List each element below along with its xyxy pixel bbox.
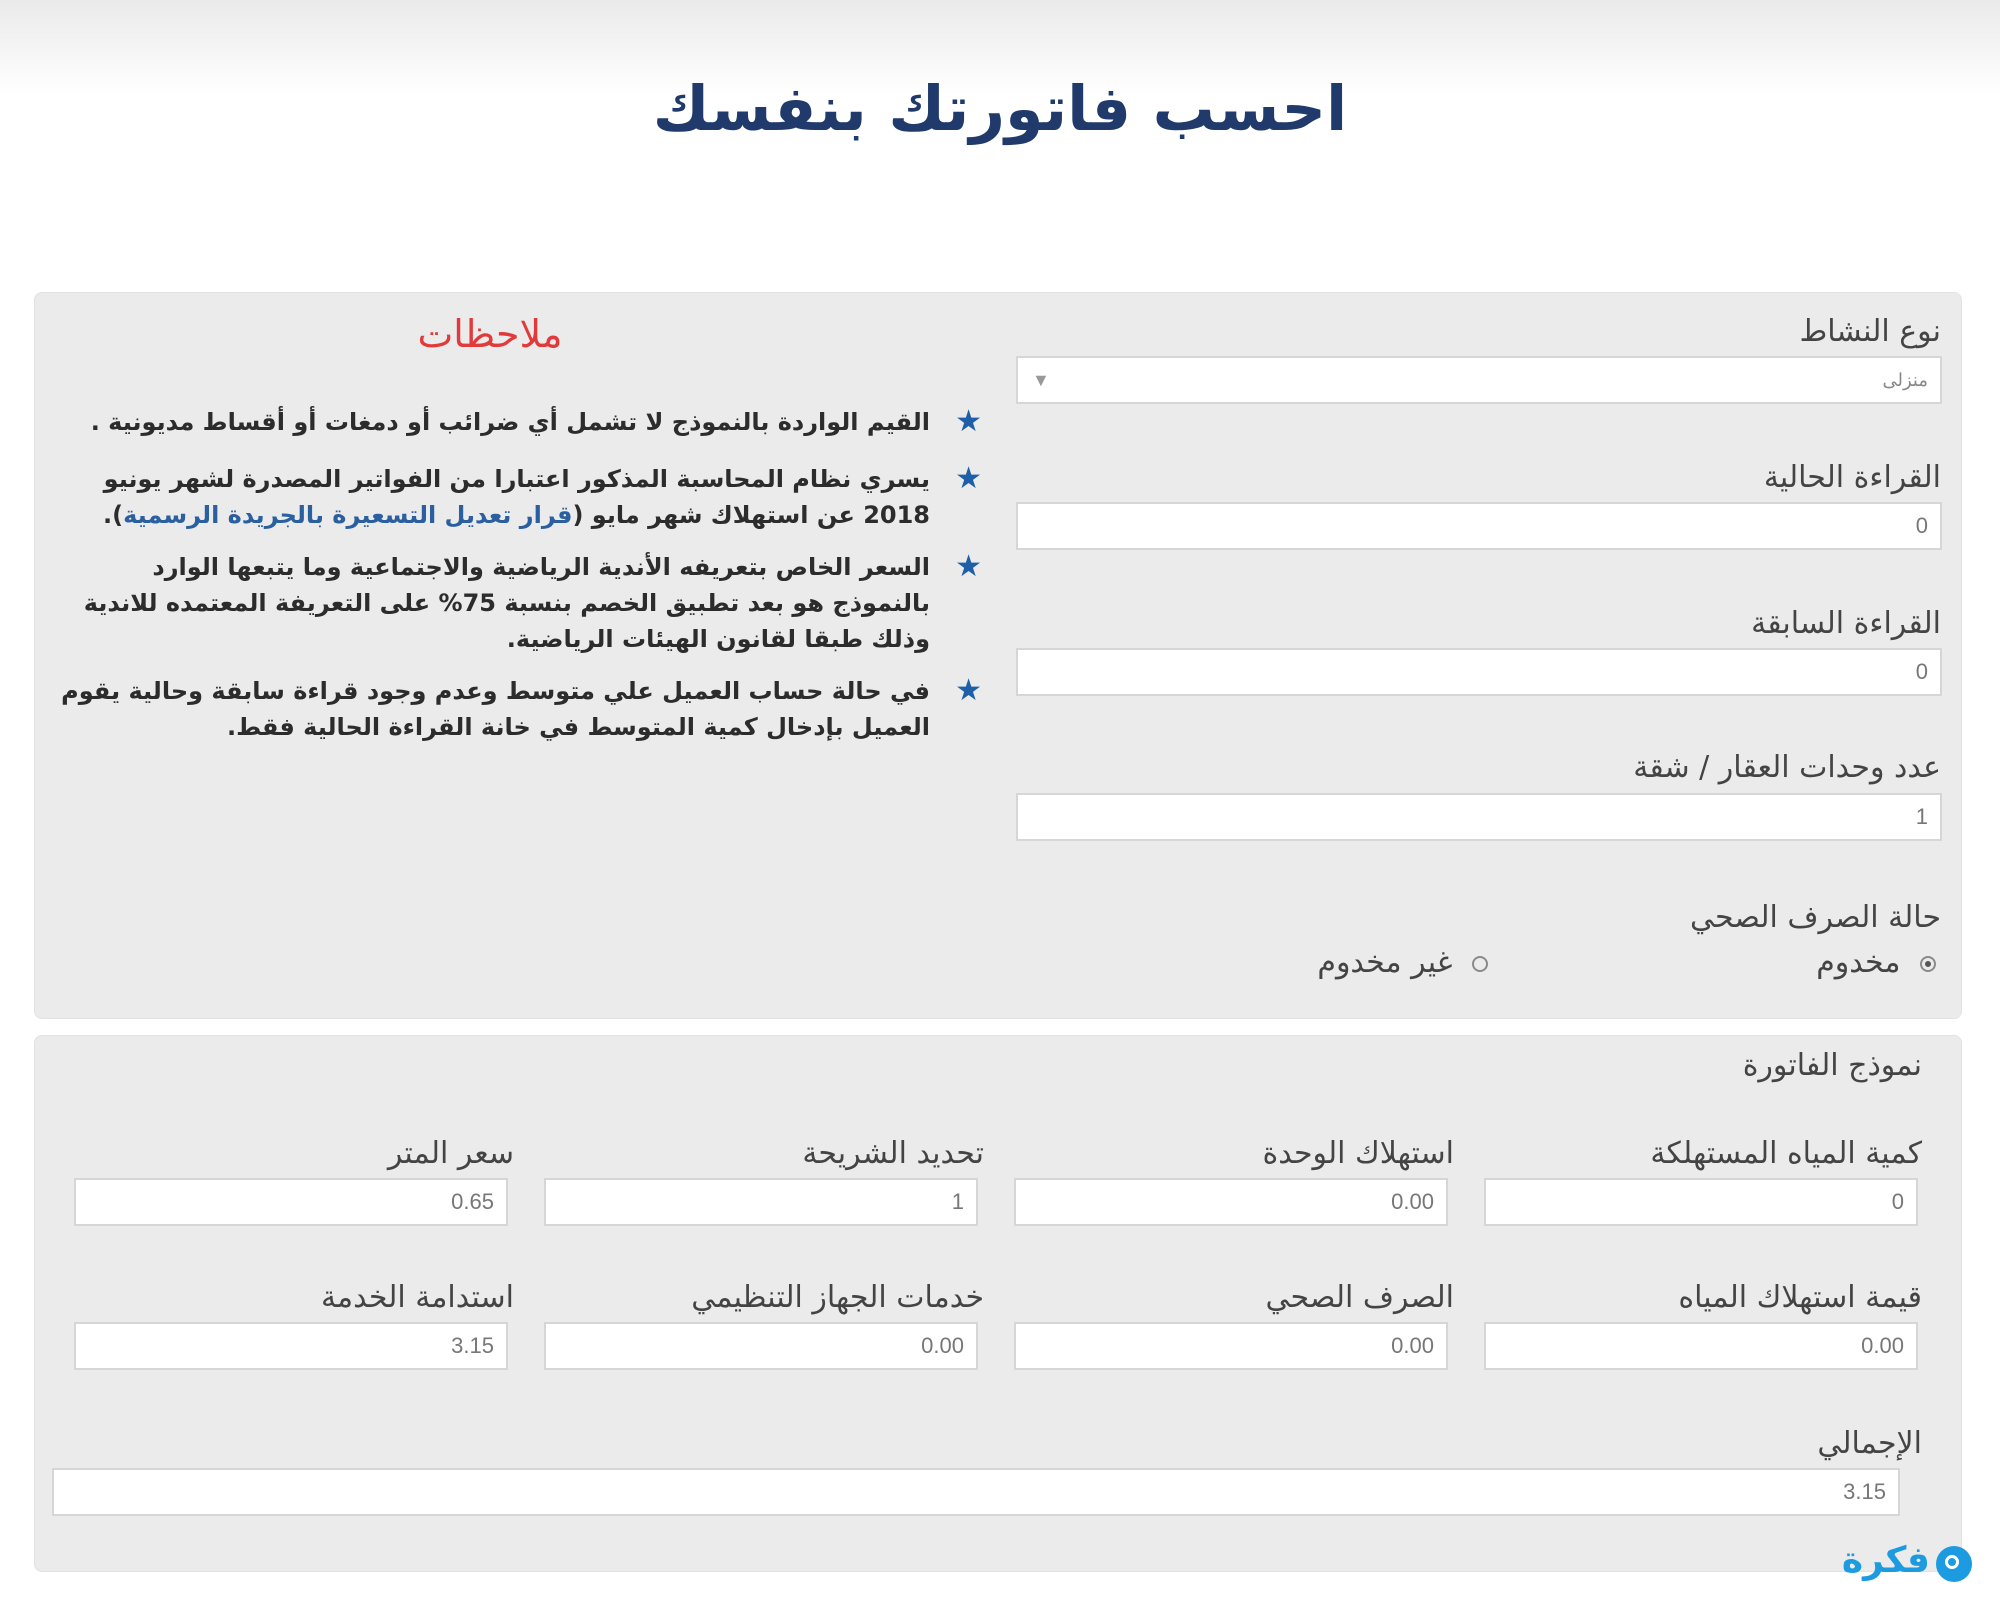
current-reading-input[interactable]: 0 [1016,502,1942,550]
note-item: ★ في حالة حساب العميل علي متوسط وعدم وجود قراءة سابقة وحالية يقوم العميل بإدخال كمية المتوسط في خانة القراءة الحالية فقط. [61,673,982,741]
tier-input[interactable]: 1 [544,1178,978,1226]
water-value-label: قيمة استهلاك المياه [1678,1280,1922,1315]
units-input[interactable]: 1 [1016,793,1942,841]
sewage-fee-label: الصرف الصحي [1265,1280,1454,1315]
star-icon: ★ [955,549,982,584]
current-reading-label: القراءة الحالية [1763,460,1941,495]
sustainability-label: استدامة الخدمة [320,1280,514,1315]
radio-not-served[interactable] [1472,956,1488,972]
water-quantity-label: كمية المياه المستهلكة [1650,1136,1922,1171]
total-input[interactable]: 3.15 [52,1468,1900,1516]
activity-value: منزلى [1882,370,1928,390]
star-icon: ★ [955,673,982,708]
gazette-link[interactable]: قرار تعديل التسعيرة بالجريدة الرسمية [123,501,573,529]
note-item: ★ يسري نظام المحاسبة المذكور اعتبارا من الفواتير المصدرة لشهر يونيو 2018 عن استهلاك شهر مايو (قرار تعديل التسعيرة بالجريدة الرسمية). [102,461,982,529]
previous-reading-input[interactable]: 0 [1016,648,1942,696]
previous-reading-label: القراءة السابقة [1751,606,1941,641]
note-item: ★ السعر الخاص بتعريفه الأندية الرياضية والاجتماعية وما يتبعها الوارد بالنموذج هو بعد تطبيق الخصم بنسبة 75% على التعريفة المعتمده للاندية وذلك طبقا لقانون الهيئات الرياضية. [83,549,982,653]
logo-text: فكرة [1841,1540,1930,1581]
regulator-fee-label: خدمات الجهاز التنظيمي [691,1280,984,1315]
radio-served[interactable] [1920,956,1936,972]
page-title: احسب فاتورتك بنفسك [652,72,1348,145]
radio-option-not-served[interactable] [1317,945,1488,980]
meter-price-input[interactable]: 0.65 [74,1178,508,1226]
meter-price-label: سعر المتر [387,1136,514,1171]
units-label: عدد وحدات العقار / شقة [1633,750,1941,785]
activity-label: نوع النشاط [1799,314,1941,349]
total-label: الإجمالي [1817,1426,1922,1461]
activity-select[interactable] [1016,356,1942,404]
triangle-down-icon: ▼ [1032,370,1050,390]
radio-option-served[interactable] [1816,945,1936,980]
note-item: ★ القيم الواردة بالنموذج لا تشمل أي ضرائب أو دمغات أو أقساط مديونية . [90,404,982,439]
invoice-title: نموذج الفاتورة [1742,1048,1922,1083]
tier-label: تحديد الشريحة [802,1136,984,1171]
sustainability-input[interactable]: 3.15 [74,1322,508,1370]
radio-served-label: مخدوم [1816,945,1901,980]
regulator-fee-input[interactable]: 0.00 [544,1322,978,1370]
sewage-status-label: حالة الصرف الصحي [1690,900,1941,935]
sewage-fee-input[interactable]: 0.00 [1014,1322,1448,1370]
star-icon: ★ [955,461,982,496]
unit-consumption-label: استهلاك الوحدة [1262,1136,1454,1171]
radio-not-served-label: غير مخدوم [1317,945,1453,980]
logo-icon [1936,1546,1972,1582]
star-icon: ★ [955,404,982,439]
unit-consumption-input[interactable]: 0.00 [1014,1178,1448,1226]
site-logo [1842,1540,1972,1590]
water-quantity-input[interactable]: 0 [1484,1178,1918,1226]
notes-title: ملاحظات [417,312,563,356]
water-value-input[interactable]: 0.00 [1484,1322,1918,1370]
